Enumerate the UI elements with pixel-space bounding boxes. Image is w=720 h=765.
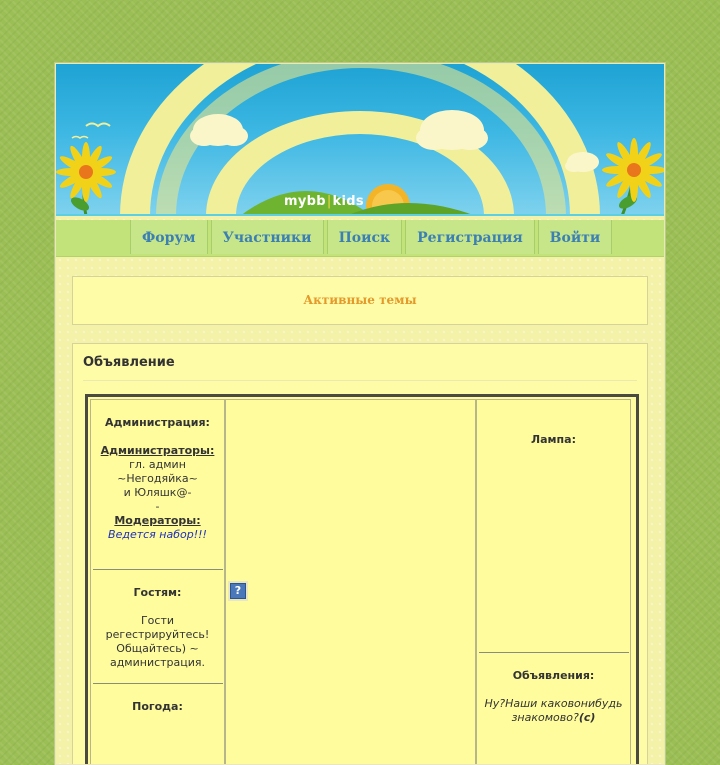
logo-separator: | [326,194,332,209]
lamp-block [477,433,630,447]
nav-item-forum[interactable]: Форум [130,220,208,254]
active-topics-link[interactable]: Активные темы [303,293,417,307]
admin-line: гл. админ [129,458,186,471]
announcement-section [72,343,648,765]
left-column [90,399,225,765]
guests-line: регестрируйтесь! [105,628,210,641]
announcement-title: Объявление [83,355,175,370]
logo-text-left: mybb [284,194,326,209]
admins-label: Администраторы: [100,444,215,457]
banner-bottom-strip [56,214,664,216]
admin-line: - [155,500,160,513]
left-divider [93,569,223,570]
ads-heading: Объявления: [512,669,595,682]
ads-suffix: (c) [578,711,596,724]
header-banner [56,64,664,216]
right-column [476,399,631,765]
weather-block [91,700,224,714]
guests-heading: Гостям: [133,586,182,599]
guests-line: Гости [140,614,175,627]
logo-text-right: kids [332,194,364,209]
right-divider [479,652,629,653]
lamp-heading: Лампа: [531,433,576,446]
middle-column [225,399,476,765]
announcement-board [85,394,639,765]
nav-item-register[interactable]: Регистрация [405,220,535,254]
announcement-divider [83,380,637,381]
moderators-value: Ведется набор!!! [108,528,207,541]
ads-line-2 [477,711,630,725]
admin-line: и Юляшк@- [123,486,192,499]
main-navigation [56,220,664,257]
admin-heading: Администрация: [105,416,210,429]
ads-line: Ну?Наши каковонибудь [484,697,623,710]
active-topics-box [72,276,648,325]
question-icon: ? [230,583,246,599]
site-logo[interactable] [284,194,364,209]
nav-item-members[interactable]: Участники [211,220,324,254]
page-container [55,63,665,765]
admin-block [91,416,224,542]
admin-line: ~Негодяйка~ [117,472,198,485]
broken-image-icon [228,581,248,601]
weather-heading: Погода: [132,700,183,713]
guests-block [91,586,224,670]
guests-line: Общайтесь) ~ [116,642,199,655]
moderators-label: Модераторы: [114,514,201,527]
guests-line: администрация. [109,656,206,669]
ads-line-text: знакомово? [511,711,579,724]
nav-item-search[interactable]: Поиск [327,220,403,254]
ads-block [477,669,630,725]
left-divider [93,683,223,684]
nav-item-login[interactable]: Войти [538,220,613,254]
